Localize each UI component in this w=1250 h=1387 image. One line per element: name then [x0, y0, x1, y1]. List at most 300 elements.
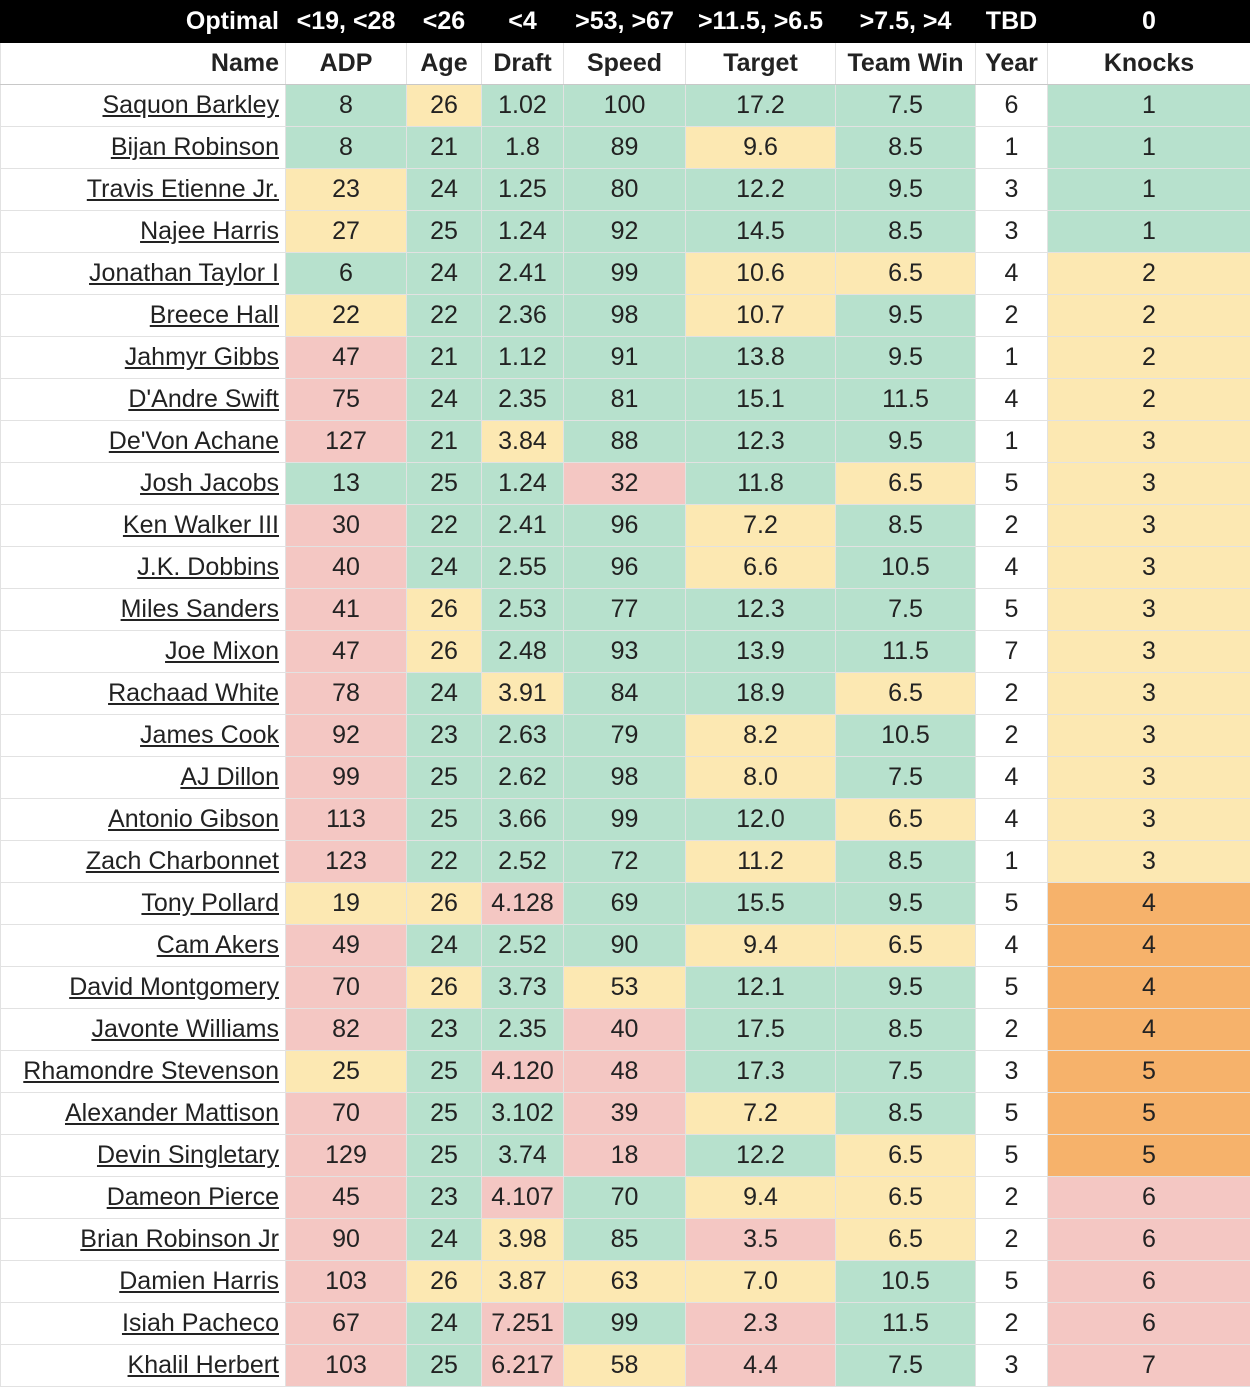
- adp-cell[interactable]: 99: [286, 757, 407, 799]
- draft-cell[interactable]: 2.62: [482, 757, 564, 799]
- knocks-cell[interactable]: 4: [1048, 925, 1250, 967]
- target-cell[interactable]: 10.6: [686, 253, 836, 295]
- target-cell[interactable]: 15.1: [686, 379, 836, 421]
- target-cell[interactable]: 6.6: [686, 547, 836, 589]
- adp-cell[interactable]: 90: [286, 1219, 407, 1261]
- knocks-cell[interactable]: 4: [1048, 967, 1250, 1009]
- team-win-cell[interactable]: 9.5: [836, 169, 976, 211]
- player-name-link[interactable]: James Cook: [1, 715, 286, 757]
- player-name-link[interactable]: Miles Sanders: [1, 589, 286, 631]
- year-cell[interactable]: 2: [976, 1303, 1048, 1345]
- adp-cell[interactable]: 70: [286, 1093, 407, 1135]
- year-cell[interactable]: 4: [976, 547, 1048, 589]
- knocks-cell[interactable]: 1: [1048, 169, 1250, 211]
- adp-cell[interactable]: 78: [286, 673, 407, 715]
- age-cell[interactable]: 26: [407, 1261, 482, 1303]
- speed-cell[interactable]: 79: [564, 715, 686, 757]
- age-cell[interactable]: 26: [407, 631, 482, 673]
- player-name-link[interactable]: Isiah Pacheco: [1, 1303, 286, 1345]
- knocks-cell[interactable]: 2: [1048, 253, 1250, 295]
- year-cell[interactable]: 6: [976, 85, 1048, 127]
- speed-cell[interactable]: 99: [564, 799, 686, 841]
- target-cell[interactable]: 12.3: [686, 589, 836, 631]
- adp-cell[interactable]: 70: [286, 967, 407, 1009]
- adp-cell[interactable]: 127: [286, 421, 407, 463]
- knocks-cell[interactable]: 6: [1048, 1219, 1250, 1261]
- header-adp[interactable]: ADP: [286, 43, 407, 85]
- knocks-cell[interactable]: 1: [1048, 127, 1250, 169]
- team-win-cell[interactable]: 7.5: [836, 85, 976, 127]
- speed-cell[interactable]: 84: [564, 673, 686, 715]
- knocks-cell[interactable]: 3: [1048, 799, 1250, 841]
- knocks-cell[interactable]: 3: [1048, 421, 1250, 463]
- team-win-cell[interactable]: 10.5: [836, 715, 976, 757]
- adp-cell[interactable]: 19: [286, 883, 407, 925]
- adp-cell[interactable]: 103: [286, 1261, 407, 1303]
- player-name-link[interactable]: Tony Pollard: [1, 883, 286, 925]
- player-name-link[interactable]: De'Von Achane: [1, 421, 286, 463]
- knocks-cell[interactable]: 3: [1048, 757, 1250, 799]
- draft-cell[interactable]: 2.52: [482, 841, 564, 883]
- target-cell[interactable]: 3.5: [686, 1219, 836, 1261]
- header-team-win[interactable]: Team Win: [836, 43, 976, 85]
- player-name-link[interactable]: Javonte Williams: [1, 1009, 286, 1051]
- team-win-cell[interactable]: 11.5: [836, 631, 976, 673]
- adp-cell[interactable]: 23: [286, 169, 407, 211]
- year-cell[interactable]: 3: [976, 1345, 1048, 1387]
- knocks-cell[interactable]: 3: [1048, 631, 1250, 673]
- year-cell[interactable]: 5: [976, 1135, 1048, 1177]
- year-cell[interactable]: 3: [976, 211, 1048, 253]
- draft-cell[interactable]: 2.52: [482, 925, 564, 967]
- speed-cell[interactable]: 18: [564, 1135, 686, 1177]
- header-target[interactable]: Target: [686, 43, 836, 85]
- draft-cell[interactable]: 3.73: [482, 967, 564, 1009]
- speed-cell[interactable]: 81: [564, 379, 686, 421]
- draft-cell[interactable]: 2.41: [482, 253, 564, 295]
- draft-cell[interactable]: 4.128: [482, 883, 564, 925]
- year-cell[interactable]: 2: [976, 505, 1048, 547]
- age-cell[interactable]: 24: [407, 169, 482, 211]
- speed-cell[interactable]: 58: [564, 1345, 686, 1387]
- knocks-cell[interactable]: 7: [1048, 1345, 1250, 1387]
- player-name-link[interactable]: Rhamondre Stevenson: [1, 1051, 286, 1093]
- adp-cell[interactable]: 8: [286, 127, 407, 169]
- target-cell[interactable]: 15.5: [686, 883, 836, 925]
- knocks-cell[interactable]: 4: [1048, 883, 1250, 925]
- player-name-link[interactable]: Devin Singletary: [1, 1135, 286, 1177]
- adp-cell[interactable]: 6: [286, 253, 407, 295]
- speed-cell[interactable]: 70: [564, 1177, 686, 1219]
- year-cell[interactable]: 2: [976, 1219, 1048, 1261]
- age-cell[interactable]: 26: [407, 589, 482, 631]
- age-cell[interactable]: 26: [407, 85, 482, 127]
- knocks-cell[interactable]: 1: [1048, 85, 1250, 127]
- player-name-link[interactable]: Cam Akers: [1, 925, 286, 967]
- age-cell[interactable]: 21: [407, 337, 482, 379]
- optimal-year[interactable]: TBD: [976, 1, 1048, 43]
- player-name-link[interactable]: Saquon Barkley: [1, 85, 286, 127]
- year-cell[interactable]: 3: [976, 169, 1048, 211]
- knocks-cell[interactable]: 3: [1048, 463, 1250, 505]
- year-cell[interactable]: 2: [976, 295, 1048, 337]
- age-cell[interactable]: 24: [407, 1219, 482, 1261]
- knocks-cell[interactable]: 2: [1048, 295, 1250, 337]
- player-name-link[interactable]: Jonathan Taylor I: [1, 253, 286, 295]
- adp-cell[interactable]: 25: [286, 1051, 407, 1093]
- player-name-link[interactable]: Antonio Gibson: [1, 799, 286, 841]
- adp-cell[interactable]: 113: [286, 799, 407, 841]
- speed-cell[interactable]: 89: [564, 127, 686, 169]
- draft-cell[interactable]: 3.84: [482, 421, 564, 463]
- team-win-cell[interactable]: 11.5: [836, 379, 976, 421]
- team-win-cell[interactable]: 11.5: [836, 1303, 976, 1345]
- target-cell[interactable]: 2.3: [686, 1303, 836, 1345]
- adp-cell[interactable]: 47: [286, 631, 407, 673]
- player-name-link[interactable]: Khalil Herbert: [1, 1345, 286, 1387]
- year-cell[interactable]: 5: [976, 589, 1048, 631]
- year-cell[interactable]: 4: [976, 253, 1048, 295]
- age-cell[interactable]: 26: [407, 883, 482, 925]
- team-win-cell[interactable]: 7.5: [836, 1051, 976, 1093]
- team-win-cell[interactable]: 9.5: [836, 421, 976, 463]
- player-name-link[interactable]: Bijan Robinson: [1, 127, 286, 169]
- speed-cell[interactable]: 32: [564, 463, 686, 505]
- knocks-cell[interactable]: 2: [1048, 379, 1250, 421]
- knocks-cell[interactable]: 5: [1048, 1135, 1250, 1177]
- adp-cell[interactable]: 92: [286, 715, 407, 757]
- speed-cell[interactable]: 99: [564, 1303, 686, 1345]
- header-age[interactable]: Age: [407, 43, 482, 85]
- adp-cell[interactable]: 27: [286, 211, 407, 253]
- speed-cell[interactable]: 85: [564, 1219, 686, 1261]
- target-cell[interactable]: 10.7: [686, 295, 836, 337]
- year-cell[interactable]: 5: [976, 967, 1048, 1009]
- target-cell[interactable]: 8.2: [686, 715, 836, 757]
- team-win-cell[interactable]: 8.5: [836, 1093, 976, 1135]
- player-rows: [1, 85, 1250, 1387]
- speed-cell[interactable]: 100: [564, 85, 686, 127]
- year-cell[interactable]: 2: [976, 673, 1048, 715]
- player-name-link[interactable]: Rachaad White: [1, 673, 286, 715]
- target-cell[interactable]: 17.3: [686, 1051, 836, 1093]
- player-name-link[interactable]: Najee Harris: [1, 211, 286, 253]
- player-name-link[interactable]: Dameon Pierce: [1, 1177, 286, 1219]
- year-cell[interactable]: 2: [976, 715, 1048, 757]
- draft-cell[interactable]: 3.102: [482, 1093, 564, 1135]
- player-name-link[interactable]: Alexander Mattison: [1, 1093, 286, 1135]
- speed-cell[interactable]: 48: [564, 1051, 686, 1093]
- draft-cell[interactable]: 4.107: [482, 1177, 564, 1219]
- team-win-cell[interactable]: 6.5: [836, 1177, 976, 1219]
- team-win-cell[interactable]: 8.5: [836, 211, 976, 253]
- draft-cell[interactable]: 4.120: [482, 1051, 564, 1093]
- adp-cell[interactable]: 47: [286, 337, 407, 379]
- adp-cell[interactable]: 103: [286, 1345, 407, 1387]
- year-cell[interactable]: 5: [976, 883, 1048, 925]
- knocks-cell[interactable]: 2: [1048, 337, 1250, 379]
- draft-cell[interactable]: 2.48: [482, 631, 564, 673]
- age-cell[interactable]: 25: [407, 1345, 482, 1387]
- table-row: [1, 1261, 1250, 1303]
- optimal-adp[interactable]: <19, <28: [286, 1, 407, 43]
- player-name-link[interactable]: Travis Etienne Jr.: [1, 169, 286, 211]
- age-cell[interactable]: 24: [407, 547, 482, 589]
- target-cell[interactable]: 12.0: [686, 799, 836, 841]
- team-win-cell[interactable]: 6.5: [836, 799, 976, 841]
- age-cell[interactable]: 21: [407, 421, 482, 463]
- header-draft[interactable]: Draft: [482, 43, 564, 85]
- adp-cell[interactable]: 67: [286, 1303, 407, 1345]
- draft-cell[interactable]: 3.74: [482, 1135, 564, 1177]
- speed-cell[interactable]: 88: [564, 421, 686, 463]
- knocks-cell[interactable]: 4: [1048, 1009, 1250, 1051]
- year-cell[interactable]: 1: [976, 127, 1048, 169]
- speed-cell[interactable]: 39: [564, 1093, 686, 1135]
- knocks-cell[interactable]: 3: [1048, 715, 1250, 757]
- adp-cell[interactable]: 41: [286, 589, 407, 631]
- header-speed[interactable]: Speed: [564, 43, 686, 85]
- adp-cell[interactable]: 49: [286, 925, 407, 967]
- team-win-cell[interactable]: 6.5: [836, 673, 976, 715]
- target-cell[interactable]: 11.8: [686, 463, 836, 505]
- adp-cell[interactable]: 45: [286, 1177, 407, 1219]
- age-cell[interactable]: 22: [407, 295, 482, 337]
- year-cell[interactable]: 4: [976, 799, 1048, 841]
- adp-cell[interactable]: 75: [286, 379, 407, 421]
- speed-cell[interactable]: 69: [564, 883, 686, 925]
- age-cell[interactable]: 24: [407, 925, 482, 967]
- draft-cell[interactable]: 3.66: [482, 799, 564, 841]
- target-cell[interactable]: 8.0: [686, 757, 836, 799]
- player-name-link[interactable]: Zach Charbonnet: [1, 841, 286, 883]
- year-cell[interactable]: 4: [976, 379, 1048, 421]
- year-cell[interactable]: 5: [976, 1261, 1048, 1303]
- target-cell[interactable]: 9.4: [686, 1177, 836, 1219]
- team-win-cell[interactable]: 7.5: [836, 757, 976, 799]
- knocks-cell[interactable]: 6: [1048, 1177, 1250, 1219]
- speed-cell[interactable]: 98: [564, 295, 686, 337]
- player-name-link[interactable]: David Montgomery: [1, 967, 286, 1009]
- team-win-cell[interactable]: 7.5: [836, 589, 976, 631]
- draft-cell[interactable]: 1.02: [482, 85, 564, 127]
- knocks-cell[interactable]: 3: [1048, 841, 1250, 883]
- target-cell[interactable]: 4.4: [686, 1345, 836, 1387]
- team-win-cell[interactable]: 6.5: [836, 1135, 976, 1177]
- optimal-target[interactable]: >11.5, >6.5: [686, 1, 836, 43]
- speed-cell[interactable]: 96: [564, 547, 686, 589]
- draft-cell[interactable]: 2.36: [482, 295, 564, 337]
- player-name-link[interactable]: J.K. Dobbins: [1, 547, 286, 589]
- speed-cell[interactable]: 99: [564, 253, 686, 295]
- team-win-cell[interactable]: 6.5: [836, 253, 976, 295]
- optimal-speed[interactable]: >53, >67: [564, 1, 686, 43]
- target-cell[interactable]: 12.1: [686, 967, 836, 1009]
- adp-cell[interactable]: 129: [286, 1135, 407, 1177]
- target-cell[interactable]: 12.2: [686, 1135, 836, 1177]
- draft-cell[interactable]: 3.91: [482, 673, 564, 715]
- speed-cell[interactable]: 93: [564, 631, 686, 673]
- team-win-cell[interactable]: 8.5: [836, 1009, 976, 1051]
- target-cell[interactable]: 13.8: [686, 337, 836, 379]
- target-cell[interactable]: 13.9: [686, 631, 836, 673]
- year-cell[interactable]: 1: [976, 421, 1048, 463]
- draft-cell[interactable]: 3.87: [482, 1261, 564, 1303]
- team-win-cell[interactable]: 9.5: [836, 337, 976, 379]
- year-cell[interactable]: 4: [976, 757, 1048, 799]
- header-year[interactable]: Year: [976, 43, 1048, 85]
- player-name-link[interactable]: Ken Walker III: [1, 505, 286, 547]
- adp-cell[interactable]: 123: [286, 841, 407, 883]
- adp-cell[interactable]: 30: [286, 505, 407, 547]
- draft-cell[interactable]: 2.35: [482, 379, 564, 421]
- year-cell[interactable]: 5: [976, 463, 1048, 505]
- age-cell[interactable]: 24: [407, 253, 482, 295]
- speed-cell[interactable]: 53: [564, 967, 686, 1009]
- draft-cell[interactable]: 2.53: [482, 589, 564, 631]
- speed-cell[interactable]: 91: [564, 337, 686, 379]
- age-cell[interactable]: 25: [407, 1051, 482, 1093]
- age-cell[interactable]: 23: [407, 1177, 482, 1219]
- team-win-cell[interactable]: 6.5: [836, 1219, 976, 1261]
- team-win-cell[interactable]: 8.5: [836, 841, 976, 883]
- player-name-link[interactable]: D'Andre Swift: [1, 379, 286, 421]
- speed-cell[interactable]: 77: [564, 589, 686, 631]
- age-cell[interactable]: 26: [407, 967, 482, 1009]
- player-name-link[interactable]: Josh Jacobs: [1, 463, 286, 505]
- draft-cell[interactable]: 1.25: [482, 169, 564, 211]
- player-name-link[interactable]: Brian Robinson Jr: [1, 1219, 286, 1261]
- draft-cell[interactable]: 7.251: [482, 1303, 564, 1345]
- optimal-team-win[interactable]: >7.5, >4: [836, 1, 976, 43]
- age-cell[interactable]: 24: [407, 673, 482, 715]
- optimal-label[interactable]: Optimal: [1, 1, 286, 43]
- player-name-link[interactable]: AJ Dillon: [1, 757, 286, 799]
- speed-cell[interactable]: 98: [564, 757, 686, 799]
- age-cell[interactable]: 22: [407, 505, 482, 547]
- target-cell[interactable]: 11.2: [686, 841, 836, 883]
- year-cell[interactable]: 7: [976, 631, 1048, 673]
- draft-cell[interactable]: 1.24: [482, 463, 564, 505]
- knocks-cell[interactable]: 3: [1048, 505, 1250, 547]
- header-name[interactable]: Name: [1, 43, 286, 85]
- player-name-link[interactable]: Joe Mixon: [1, 631, 286, 673]
- optimal-draft[interactable]: <4: [482, 1, 564, 43]
- age-cell[interactable]: 25: [407, 211, 482, 253]
- team-win-cell[interactable]: 10.5: [836, 1261, 976, 1303]
- team-win-cell[interactable]: 10.5: [836, 547, 976, 589]
- adp-cell[interactable]: 13: [286, 463, 407, 505]
- player-name-link[interactable]: Damien Harris: [1, 1261, 286, 1303]
- target-cell[interactable]: 18.9: [686, 673, 836, 715]
- knocks-cell[interactable]: 3: [1048, 547, 1250, 589]
- header-knocks[interactable]: Knocks: [1048, 43, 1250, 85]
- age-cell[interactable]: 25: [407, 1135, 482, 1177]
- speed-cell[interactable]: 96: [564, 505, 686, 547]
- target-cell[interactable]: 7.0: [686, 1261, 836, 1303]
- age-cell[interactable]: 25: [407, 1093, 482, 1135]
- optimal-knocks[interactable]: 0: [1048, 1, 1250, 43]
- knocks-cell[interactable]: 3: [1048, 589, 1250, 631]
- speed-cell[interactable]: 40: [564, 1009, 686, 1051]
- draft-cell[interactable]: 2.63: [482, 715, 564, 757]
- knocks-cell[interactable]: 6: [1048, 1261, 1250, 1303]
- age-cell[interactable]: 22: [407, 841, 482, 883]
- team-win-cell[interactable]: 6.5: [836, 463, 976, 505]
- draft-cell[interactable]: 1.24: [482, 211, 564, 253]
- team-win-cell[interactable]: 6.5: [836, 925, 976, 967]
- knocks-cell[interactable]: 5: [1048, 1051, 1250, 1093]
- player-name-link[interactable]: Jahmyr Gibbs: [1, 337, 286, 379]
- draft-cell[interactable]: 1.12: [482, 337, 564, 379]
- age-cell[interactable]: 25: [407, 463, 482, 505]
- year-cell[interactable]: 1: [976, 337, 1048, 379]
- year-cell[interactable]: 2: [976, 1177, 1048, 1219]
- draft-cell[interactable]: 2.55: [482, 547, 564, 589]
- team-win-cell[interactable]: 8.5: [836, 505, 976, 547]
- target-cell[interactable]: 12.2: [686, 169, 836, 211]
- age-cell[interactable]: 25: [407, 757, 482, 799]
- adp-cell[interactable]: 82: [286, 1009, 407, 1051]
- table-row: [1, 1135, 1250, 1177]
- age-cell[interactable]: 21: [407, 127, 482, 169]
- knocks-cell[interactable]: 5: [1048, 1093, 1250, 1135]
- draft-cell[interactable]: 2.35: [482, 1009, 564, 1051]
- target-cell[interactable]: 14.5: [686, 211, 836, 253]
- target-cell[interactable]: 17.2: [686, 85, 836, 127]
- adp-cell[interactable]: 40: [286, 547, 407, 589]
- team-win-cell[interactable]: 9.5: [836, 883, 976, 925]
- team-win-cell[interactable]: 9.5: [836, 967, 976, 1009]
- speed-cell[interactable]: 63: [564, 1261, 686, 1303]
- year-cell[interactable]: 4: [976, 925, 1048, 967]
- target-cell[interactable]: 9.6: [686, 127, 836, 169]
- age-cell[interactable]: 24: [407, 1303, 482, 1345]
- team-win-cell[interactable]: 8.5: [836, 127, 976, 169]
- draft-cell[interactable]: 6.217: [482, 1345, 564, 1387]
- draft-cell[interactable]: 1.8: [482, 127, 564, 169]
- knocks-cell[interactable]: 6: [1048, 1303, 1250, 1345]
- target-cell[interactable]: 12.3: [686, 421, 836, 463]
- optimal-age[interactable]: <26: [407, 1, 482, 43]
- adp-cell[interactable]: 8: [286, 85, 407, 127]
- year-cell[interactable]: 3: [976, 1051, 1048, 1093]
- speed-cell[interactable]: 80: [564, 169, 686, 211]
- target-cell[interactable]: 7.2: [686, 505, 836, 547]
- adp-cell[interactable]: 22: [286, 295, 407, 337]
- team-win-cell[interactable]: 9.5: [836, 295, 976, 337]
- knocks-cell[interactable]: 3: [1048, 673, 1250, 715]
- speed-cell[interactable]: 72: [564, 841, 686, 883]
- target-cell[interactable]: 17.5: [686, 1009, 836, 1051]
- age-cell[interactable]: 23: [407, 1009, 482, 1051]
- age-cell[interactable]: 25: [407, 799, 482, 841]
- year-cell[interactable]: 1: [976, 841, 1048, 883]
- age-cell[interactable]: 23: [407, 715, 482, 757]
- age-cell[interactable]: 24: [407, 379, 482, 421]
- team-win-cell[interactable]: 7.5: [836, 1345, 976, 1387]
- speed-cell[interactable]: 92: [564, 211, 686, 253]
- player-name-link[interactable]: Breece Hall: [1, 295, 286, 337]
- draft-cell[interactable]: 3.98: [482, 1219, 564, 1261]
- draft-cell[interactable]: 2.41: [482, 505, 564, 547]
- target-cell[interactable]: 9.4: [686, 925, 836, 967]
- knocks-cell[interactable]: 1: [1048, 211, 1250, 253]
- speed-cell[interactable]: 90: [564, 925, 686, 967]
- target-cell[interactable]: 7.2: [686, 1093, 836, 1135]
- year-cell[interactable]: 5: [976, 1093, 1048, 1135]
- year-cell[interactable]: 2: [976, 1009, 1048, 1051]
